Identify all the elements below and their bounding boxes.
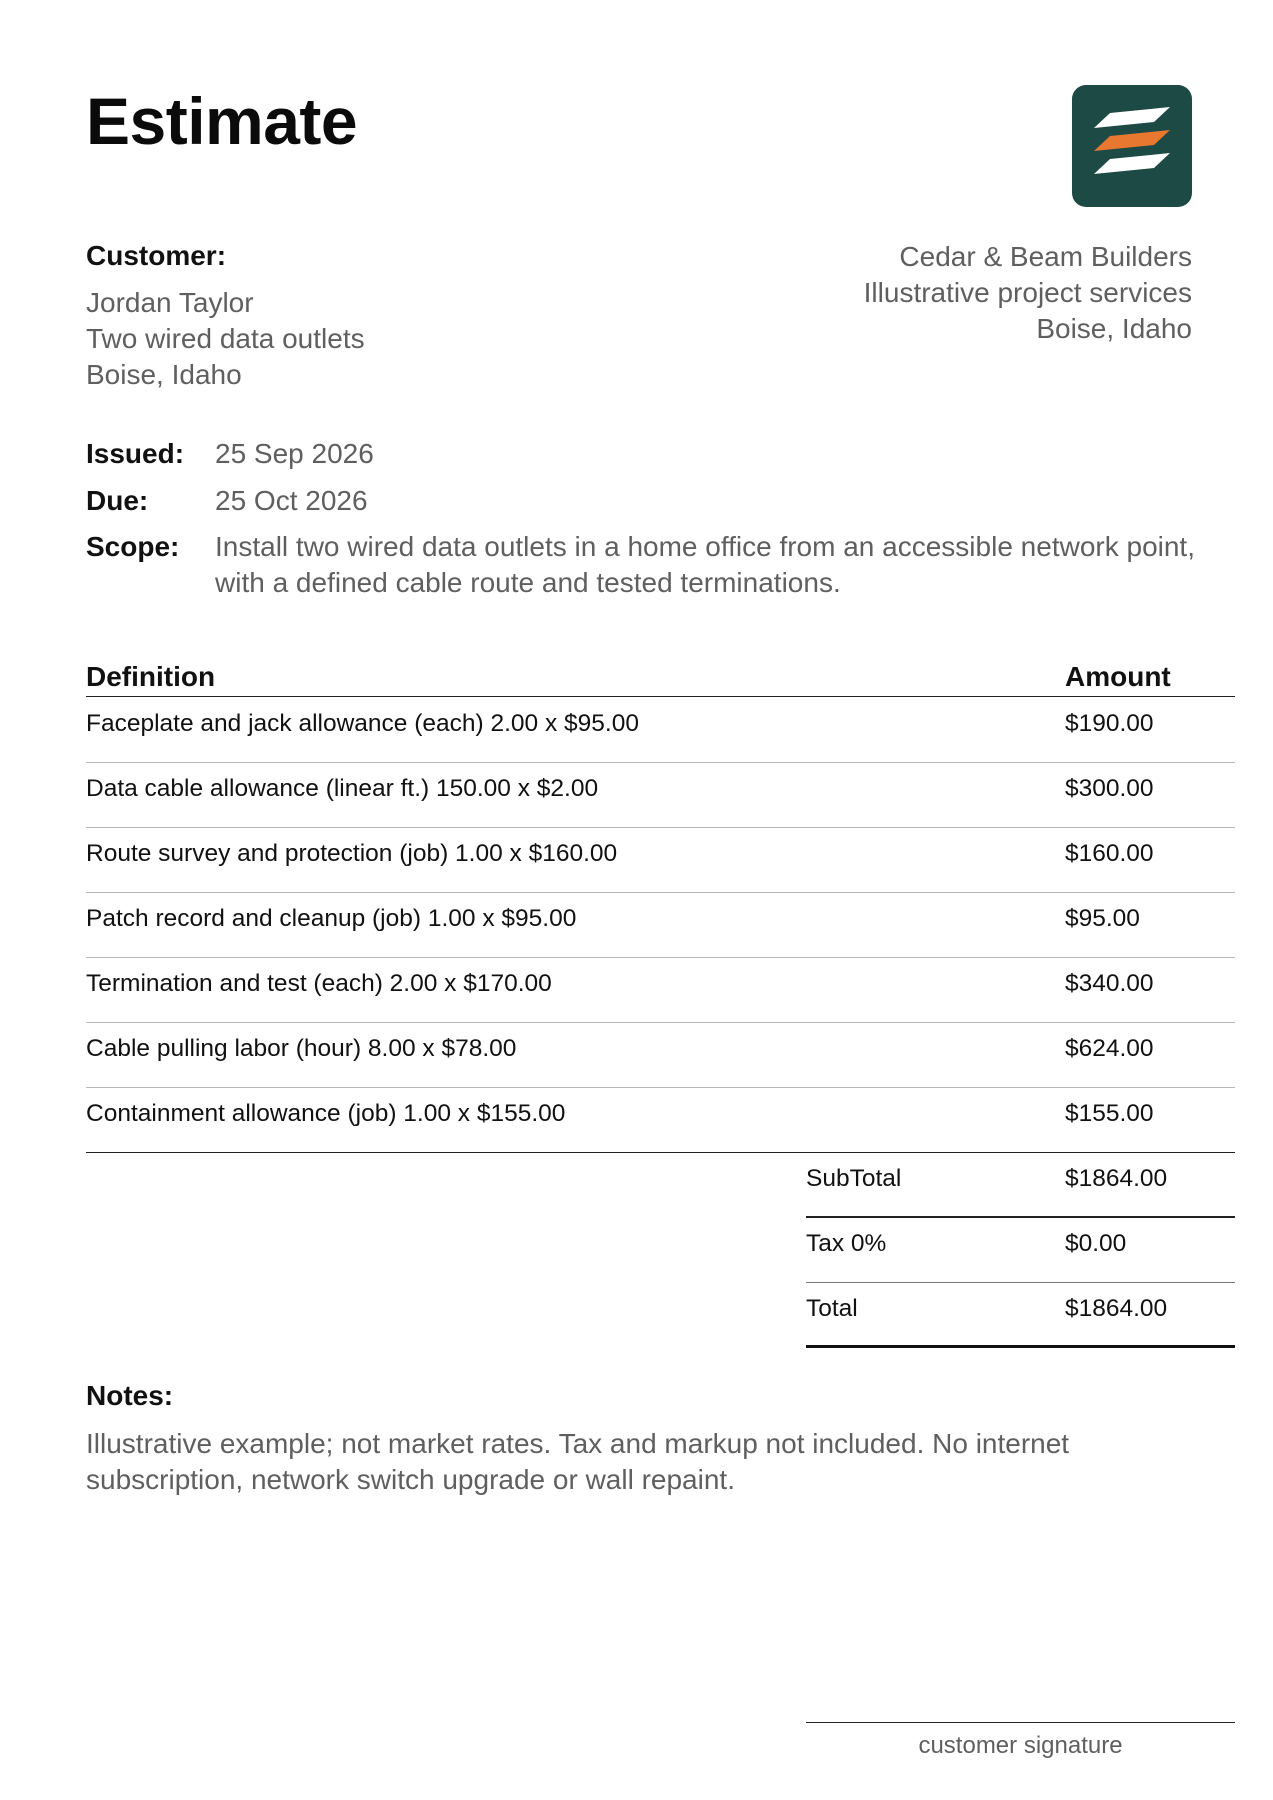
company-name: Cedar & Beam Builders xyxy=(899,241,1192,272)
table-header xyxy=(86,655,1235,697)
due-label: Due: xyxy=(86,485,149,516)
row-description: Faceplate and jack allowance (each) 2.00 x $95.00 xyxy=(86,710,639,737)
row-amount: $190.00 xyxy=(1065,710,1154,737)
table-row xyxy=(86,698,1235,763)
row-description: Containment allowance (job) 1.00 x $155.00 xyxy=(86,1100,566,1127)
row-description: Termination and test (each) 2.00 x $170.00 xyxy=(86,970,552,997)
col-definition-header: Definition xyxy=(86,661,216,692)
row-amount: $624.00 xyxy=(1065,1035,1154,1062)
tax-label: Tax 0% xyxy=(806,1230,887,1257)
signature-line xyxy=(806,1722,1235,1723)
issued-date: 25 Sep 2026 xyxy=(215,438,374,469)
table-row xyxy=(86,763,1235,828)
col-amount-header: Amount xyxy=(1065,661,1171,692)
row-description: Data cable allowance (linear ft.) 150.00 x $2.00 xyxy=(86,775,599,802)
customer-location: Boise, Idaho xyxy=(86,359,242,390)
row-description: Patch record and cleanup (job) 1.00 x $95.00 xyxy=(86,905,577,932)
company-location: Boise, Idaho xyxy=(1036,313,1192,344)
total-value: $1864.00 xyxy=(1065,1295,1168,1322)
row-description: Route survey and protection (job) 1.00 x $160.00 xyxy=(86,840,618,867)
row-amount: $155.00 xyxy=(1065,1100,1154,1127)
notes-text: Illustrative example; not market rates. Tax and markup not included. No internet subscription, network switch upgrade or wall repaint. xyxy=(86,1428,1070,1495)
table-row xyxy=(86,1023,1235,1088)
row-amount: $95.00 xyxy=(1065,905,1140,932)
customer-block xyxy=(86,285,365,393)
total-row xyxy=(806,1283,1235,1348)
signature-label: customer signature xyxy=(918,1732,1123,1759)
company-tagline: Illustrative project services xyxy=(863,277,1192,308)
page-title: Estimate xyxy=(86,84,358,158)
row-amount: $340.00 xyxy=(1065,970,1154,997)
customer-label: Customer: xyxy=(86,240,227,271)
customer-project: Two wired data outlets xyxy=(86,323,365,354)
subtotal-row xyxy=(806,1153,1235,1218)
due-date: 25 Oct 2026 xyxy=(215,485,368,516)
tax-row xyxy=(806,1218,1235,1283)
stacked-planks-logo-icon xyxy=(1072,85,1192,207)
notes-label: Notes: xyxy=(86,1380,174,1411)
customer-name: Jordan Taylor xyxy=(86,287,254,318)
total-label: Total xyxy=(806,1295,858,1322)
row-description: Cable pulling labor (hour) 8.00 x $78.00 xyxy=(86,1035,517,1062)
table-row xyxy=(86,958,1235,1023)
row-amount: $300.00 xyxy=(1065,775,1154,802)
row-amount: $160.00 xyxy=(1065,840,1154,867)
company-block xyxy=(864,239,1192,347)
subtotal-label: SubTotal xyxy=(806,1165,902,1192)
table-row xyxy=(86,1088,1235,1153)
company-logo xyxy=(1072,85,1192,207)
scope-text: Install two wired data outlets in a home office from an accessible network point, with a defined cable route and tested terminations. xyxy=(215,531,1195,598)
scope-label: Scope: xyxy=(86,531,180,562)
table-row xyxy=(86,893,1235,958)
issued-label: Issued: xyxy=(86,438,185,469)
table-row xyxy=(86,828,1235,893)
subtotal-value: $1864.00 xyxy=(1065,1165,1168,1192)
tax-value: $0.00 xyxy=(1065,1230,1127,1257)
